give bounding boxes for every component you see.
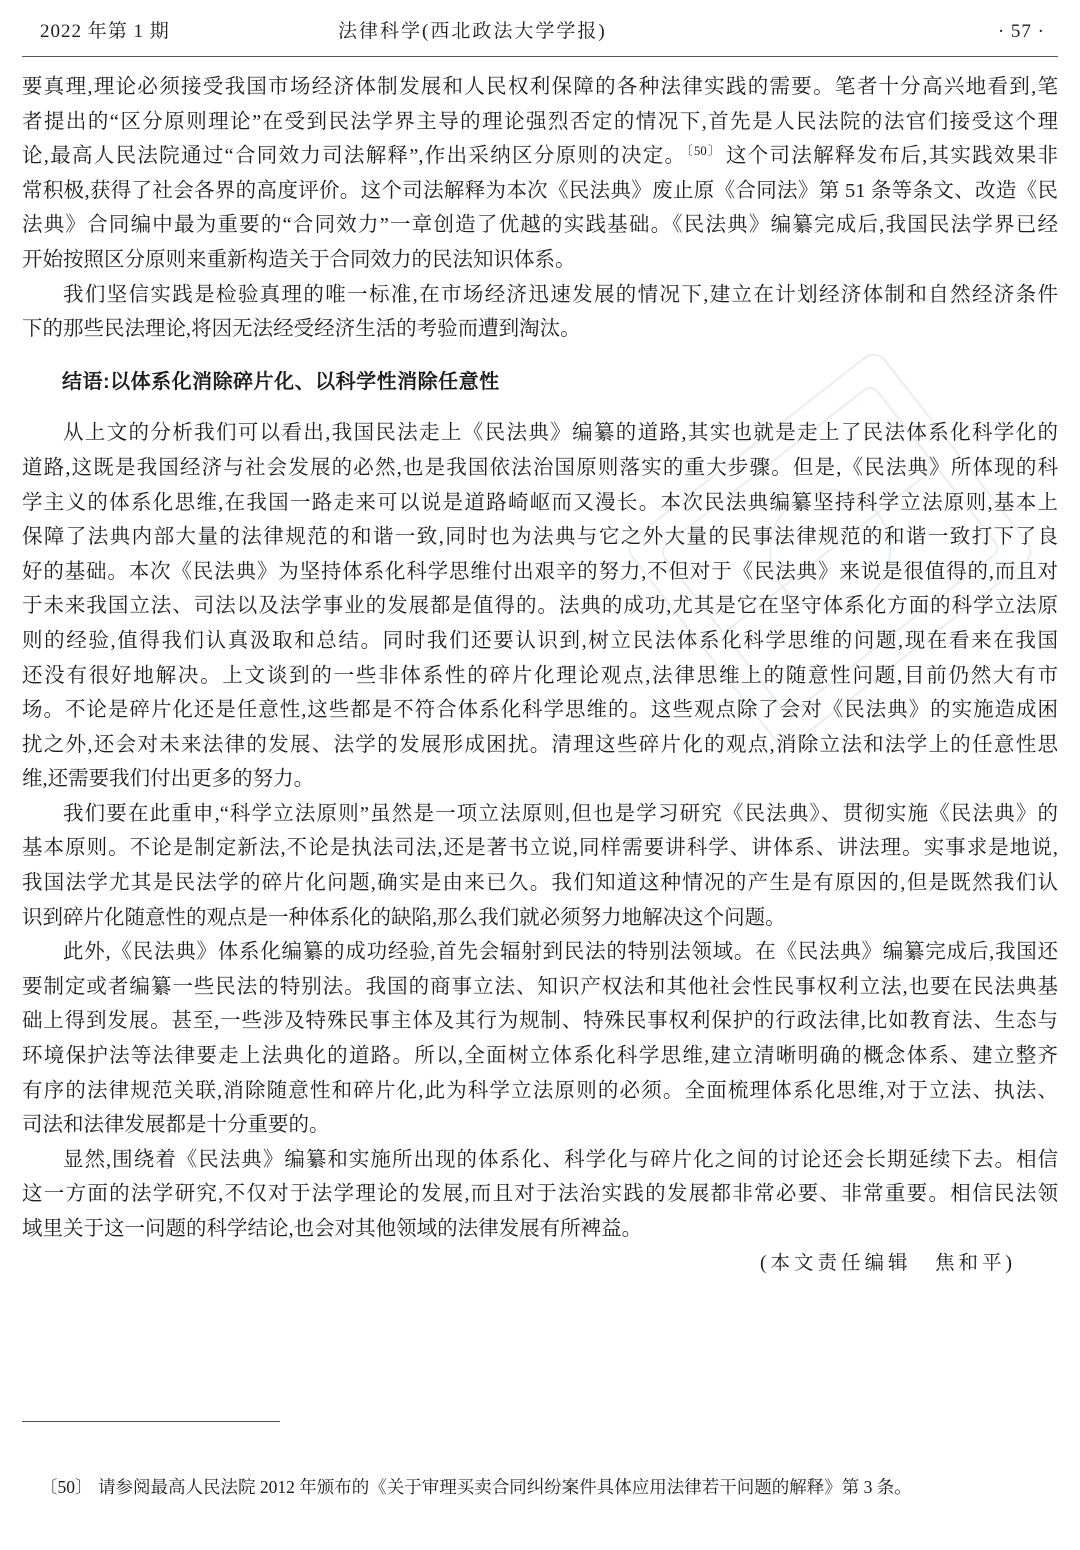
text-line: 环境保护法等法律要走上法典化的道路。所以,全面树立体系化科学思维,建立清晰明确的概念体系、建立整齐 (22, 1045, 1058, 1068)
text-line: 我们坚信实践是检验真理的唯一标准,在市场经济迅速发展的情况下,建立在计划经济体制和自然经济条件 (63, 283, 1058, 306)
text-line: 常积极,获得了社会各界的高度评价。这个司法解释为本次《民法典》废止原《合同法》第 51 条等条文、改造《民 (22, 179, 1058, 202)
page-header (22, 18, 1058, 46)
paragraph (22, 416, 1058, 797)
text-line: 于未来我国立法、司法以及法学事业的发展都是值得的。法典的成功,尤其是它在坚守体系化方面的科学立法原 (22, 595, 1058, 618)
footnote-ref: 〔50〕 (686, 143, 722, 158)
article-body (22, 70, 1058, 1281)
text-line: 学主义的体系化思维,在我国一路走来可以说是道路崎岖而又漫长。本次民法典编纂坚持科学立法原则,基本上 (22, 491, 1058, 514)
text-line: 扰之外,还会对未来法律的发展、法学的发展形成困扰。清理这些碎片化的观点,消除立法和法学上的任意性思 (22, 733, 1058, 756)
text-line: 道路,这既是我国经济与社会发展的必然,也是我国依法治国原则落实的重大步骤。但是,《民法典》所体现的科 (22, 456, 1058, 479)
paragraph (22, 935, 1058, 1143)
footnote-rule (22, 1421, 280, 1422)
text-line: 下的那些民法理论,将因无法经受经济生活的考验而遭到淘汰。 (22, 318, 581, 341)
journal-issue: 2022 年第 1 期 (40, 21, 170, 42)
text-line: 显然,围绕着《民法典》编纂和实施所出现的体系化、科学化与碎片化之间的讨论还会长期延续下去。相信 (63, 1148, 1058, 1171)
text-line: 基本原则。不论是制定新法,不论是执法司法,还是著书立说,同样需要讲科学、讲体系、讲法理。实事求是地说, (22, 837, 1058, 860)
text-line: 场。不论是碎片化还是任意性,这些都是不符合体系化科学思维的。这些观点除了会对《民法典》的实施造成困 (22, 699, 1058, 722)
text-segment: 论,最高人民法院通过“合同效力司法解释”,作出采纳区分原则的决定。 (22, 145, 687, 168)
text-line: 法典》合同编中最为重要的“合同效力”一章创造了优越的实践基础。《民法典》编纂完成后,我国民法学界已经 (22, 214, 1058, 237)
text-line: 我国法学尤其是民法学的碎片化问题,确实是由来已久。我们知道这种情况的产生是有原因的,但是既然我们认 (22, 872, 1058, 895)
footnote-text: 请参阅最高人民法院 2012 年颁布的《关于审理买卖合同纠纷案件具体应用法律若干问题的解释》第 3 条。 (98, 1477, 912, 1497)
text-line (22, 139, 1058, 174)
text-line: 有序的法律规范关联,消除随意性和碎片化,此为科学立法原则的必须。全面梳理体系化思维,对于立法、执法、 (22, 1079, 1058, 1102)
text-line: 此外,《民法典》体系化编纂的成功经验,首先会辐射到民法的特别法领域。在《民法典》编纂完成后,我国还 (63, 941, 1058, 964)
paragraph (22, 70, 1058, 278)
paragraph (22, 797, 1058, 935)
text-line: 维,还需要我们付出更多的努力。 (22, 768, 315, 791)
footnote-number: 〔50〕 (40, 1477, 93, 1497)
text-line: 则的经验,值得我们认真汲取和总结。同时我们还要认识到,树立民法体系化科学思维的问题,现在看来在我国 (22, 629, 1058, 652)
editor-credit: (本文责任编辑 焦和平) (760, 1252, 1016, 1274)
text-line: 域里关于这一问题的科学结论,也会对其他领域的法律发展有所裨益。 (22, 1218, 643, 1240)
text-line: 础上得到发展。甚至,一些涉及特殊民事主体及其行为规制、特殊民事权利保护的行政法律,比如教育法、生态与 (22, 1010, 1058, 1033)
text-line: 开始按照区分原则来重新构造关于合同效力的民法知识体系。 (22, 248, 576, 271)
text-line: 这一方面的法学研究,不仅对于法学理论的发展,而且对于法治实践的发展都非常必要、非常重要。相信民法领 (22, 1183, 1058, 1206)
text-line: 我们要在此重申,“科学立法原则”虽然是一项立法原则,但也是学习研究《民法典》、贯彻实施《民法典》的 (63, 802, 1058, 825)
header-rule (22, 56, 1058, 57)
section-heading: 结语:以体系化消除碎片化、以科学性消除任意性 (62, 370, 500, 393)
text-line: 司法和法律发展都是十分重要的。 (22, 1114, 330, 1137)
text-line: 从上文的分析我们可以看出,我国民法走上《民法典》编纂的道路,其实也就是走上了民法体系化科学化的 (63, 422, 1058, 445)
text-line: 还没有很好地解决。上文谈到的一些非体系性的碎片化理论观点,法律思维上的随意性问题,目前仍然大有市 (22, 664, 1058, 687)
page-number: · 57 · (997, 21, 1045, 42)
text-segment: 这个司法解释发布后,其实践效果非 (725, 145, 1058, 168)
paragraph (22, 278, 1058, 347)
journal-title: 法律科学(西北政法大学学报) (338, 21, 607, 42)
text-line: 好的基础。本次《民法典》为坚持体系化科学思维付出艰辛的努力,不但对于《民法典》来说是很值得的,而且对 (22, 560, 1058, 583)
text-line: 识到碎片化随意性的观点是一种体系化的缺陷,那么我们就必须努力地解决这个问题。 (22, 906, 786, 929)
text-line: 要制定或者编纂一些民法的特别法。我国的商事立法、知识产权法和其他社会性民事权利立法,也要在民法典基 (22, 975, 1058, 998)
text-line: 要真理,理论必须接受我国市场经济体制发展和人民权利保障的各种法律实践的需要。笔者十分高兴地看到,笔 (22, 76, 1058, 98)
text-line: 保障了法典内部大量的法律规范的和谐一致,同时也为法典与它之外大量的民事法律规范的和谐一致打下了良 (22, 526, 1058, 549)
footnote (40, 1474, 1050, 1500)
text-line: 者提出的“区分原则理论”在受到民法学界主导的理论强烈否定的情况下,首先是人民法院的法官们接受这个理 (22, 110, 1058, 133)
paragraph (22, 1143, 1058, 1247)
